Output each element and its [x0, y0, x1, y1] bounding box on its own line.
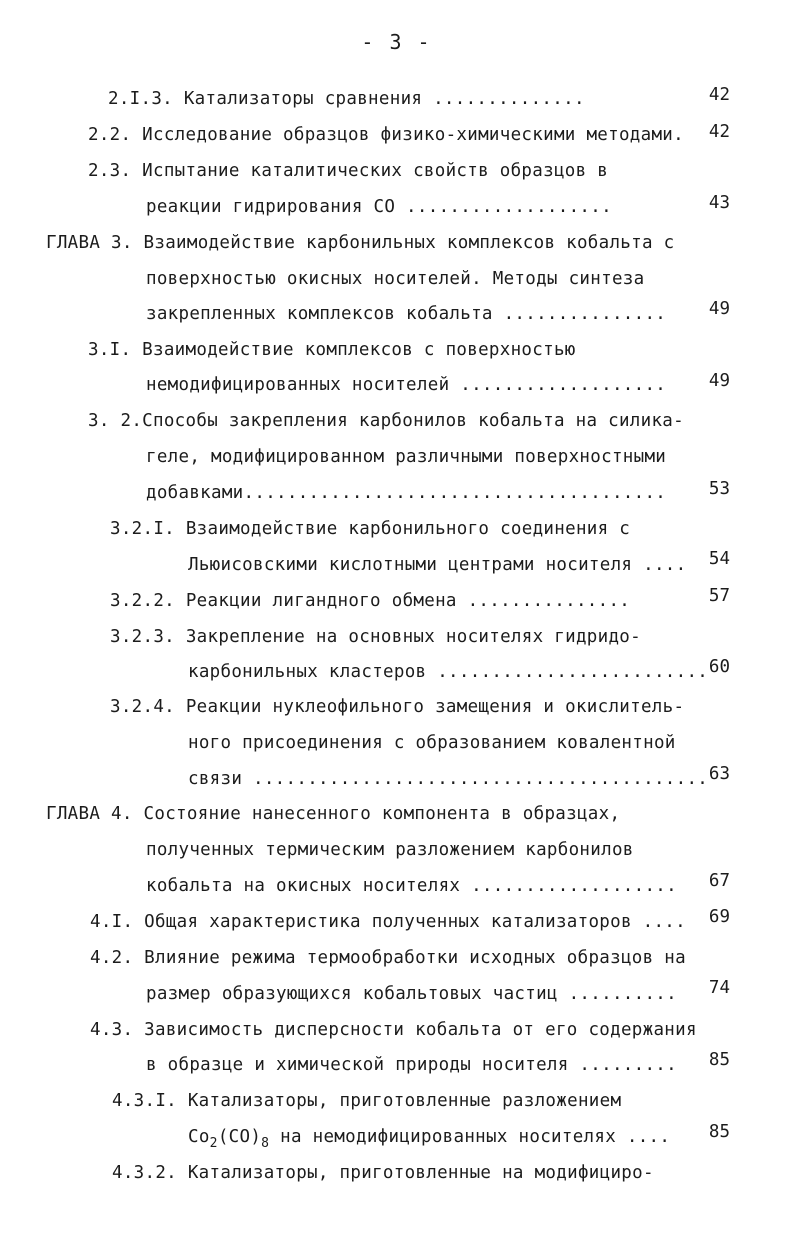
- toc-entry-3-2-1-cont: Льюисовскими кислотными центрами носителя ....: [188, 555, 687, 575]
- toc-entry-3-2-cont: геле, модифицированном различными поверхностными: [146, 447, 667, 467]
- toc-entry-4-3-1: 4.3.I. Катализаторы, приготовленные разложением: [112, 1091, 622, 1111]
- toc-entry-text: на немодифицированных носителях ....: [269, 1127, 671, 1147]
- toc-entry-3-2-4: 3.2.4. Реакции нуклеофильного замещения и окислитель-: [110, 697, 685, 717]
- toc-chapter-3-cont: поверхностью окисных носителей. Методы синтеза: [146, 269, 645, 289]
- toc-entry-3-2-cont: добавками.......................................: [146, 483, 667, 503]
- toc-entry-4-3-2: 4.3.2. Катализаторы, приготовленные на модифициро-: [112, 1163, 654, 1183]
- toc-entry-3-2-4-cont: связи ..........................................: [188, 769, 709, 789]
- toc-entry-4-3-cont: в образце и химической природы носителя .........: [146, 1055, 677, 1075]
- page-number: - 3 -: [361, 30, 432, 54]
- toc-chapter-4: ГЛАВА 4. Состояние нанесенного компонента в образцах,: [46, 804, 621, 824]
- toc-page-number: 63: [708, 764, 730, 784]
- toc-page-number: 49: [708, 299, 730, 319]
- toc-page-number: 49: [708, 371, 730, 391]
- toc-entry-3-2-4-cont: ного присоединения с образованием ковалентной: [188, 733, 676, 753]
- toc-page-number: 54: [708, 549, 730, 569]
- toc-page-number: 69: [708, 907, 730, 927]
- toc-entry-2-3-cont: реакции гидрирования СО ...................: [146, 197, 612, 217]
- toc-page-number: 42: [708, 85, 730, 105]
- toc-page-number: 60: [708, 657, 730, 677]
- toc-entry-3-2-3-cont: карбонильных кластеров .........................: [188, 662, 709, 682]
- toc-entry-3-1: 3.I. Взаимодействие комплексов с поверхностью: [88, 340, 576, 360]
- toc-entry-3-2-3: 3.2.3. Закрепление на основных носителях гидридо-: [110, 627, 641, 647]
- toc-chapter-4-cont: кобальта на окисных носителях ...................: [146, 876, 677, 896]
- toc-chapter-3: ГЛАВА 3. Взаимодействие карбонильных комплексов кобальта с: [46, 233, 675, 253]
- formula-subscript: 2: [209, 1136, 218, 1151]
- toc-chapter-3-cont: закрепленных комплексов кобальта ...............: [146, 304, 667, 324]
- toc-entry-4-2-cont: размер образующихся кобальтовых частиц ..........: [146, 984, 677, 1004]
- toc-entry-2-2: 2.2. Исследование образцов физико-химическими методами.: [88, 125, 684, 145]
- toc-entry-4-1: 4.I. Общая характеристика полученных катализаторов ....: [90, 912, 686, 932]
- toc-entry-4-3: 4.3. Зависимость дисперсности кобальта от его содержания: [90, 1020, 697, 1040]
- toc-page-number: 67: [708, 871, 730, 891]
- formula-subscript: 8: [261, 1136, 270, 1151]
- toc-page-number: 85: [708, 1050, 730, 1070]
- toc-page-number: 42: [708, 122, 730, 142]
- toc-entry-4-2: 4.2. Влияние режима термообработки исходных образцов на: [90, 948, 686, 968]
- toc-entry-3-2: 3. 2.Способы закрепления карбонилов кобальта на силика-: [88, 411, 684, 431]
- toc-page-number: 85: [708, 1122, 730, 1142]
- toc-entry-3-2-2: 3.2.2. Реакции лигандного обмена ...............: [110, 591, 631, 611]
- toc-page-number: 43: [708, 193, 730, 213]
- formula-element: Co: [188, 1127, 210, 1147]
- toc-entry-3-1-cont: немодифицированных носителей ...................: [146, 375, 667, 395]
- toc-page-number: 74: [708, 978, 730, 998]
- toc-page-number: 53: [708, 479, 730, 499]
- toc-entry-4-3-1-cont: [188, 1126, 670, 1155]
- toc-entry-2-3: 2.3. Испытание каталитических свойств образцов в: [88, 161, 609, 181]
- toc-entry-2-1-3: 2.I.3. Катализаторы сравнения ..............: [108, 89, 585, 109]
- toc-page-number: 57: [708, 586, 730, 606]
- toc-entry-3-2-1: 3.2.I. Взаимодействие карбонильного соединения с: [110, 519, 631, 539]
- formula-ligand: (CO): [217, 1127, 262, 1147]
- toc-chapter-4-cont: полученных термическим разложением карбонилов: [146, 840, 634, 860]
